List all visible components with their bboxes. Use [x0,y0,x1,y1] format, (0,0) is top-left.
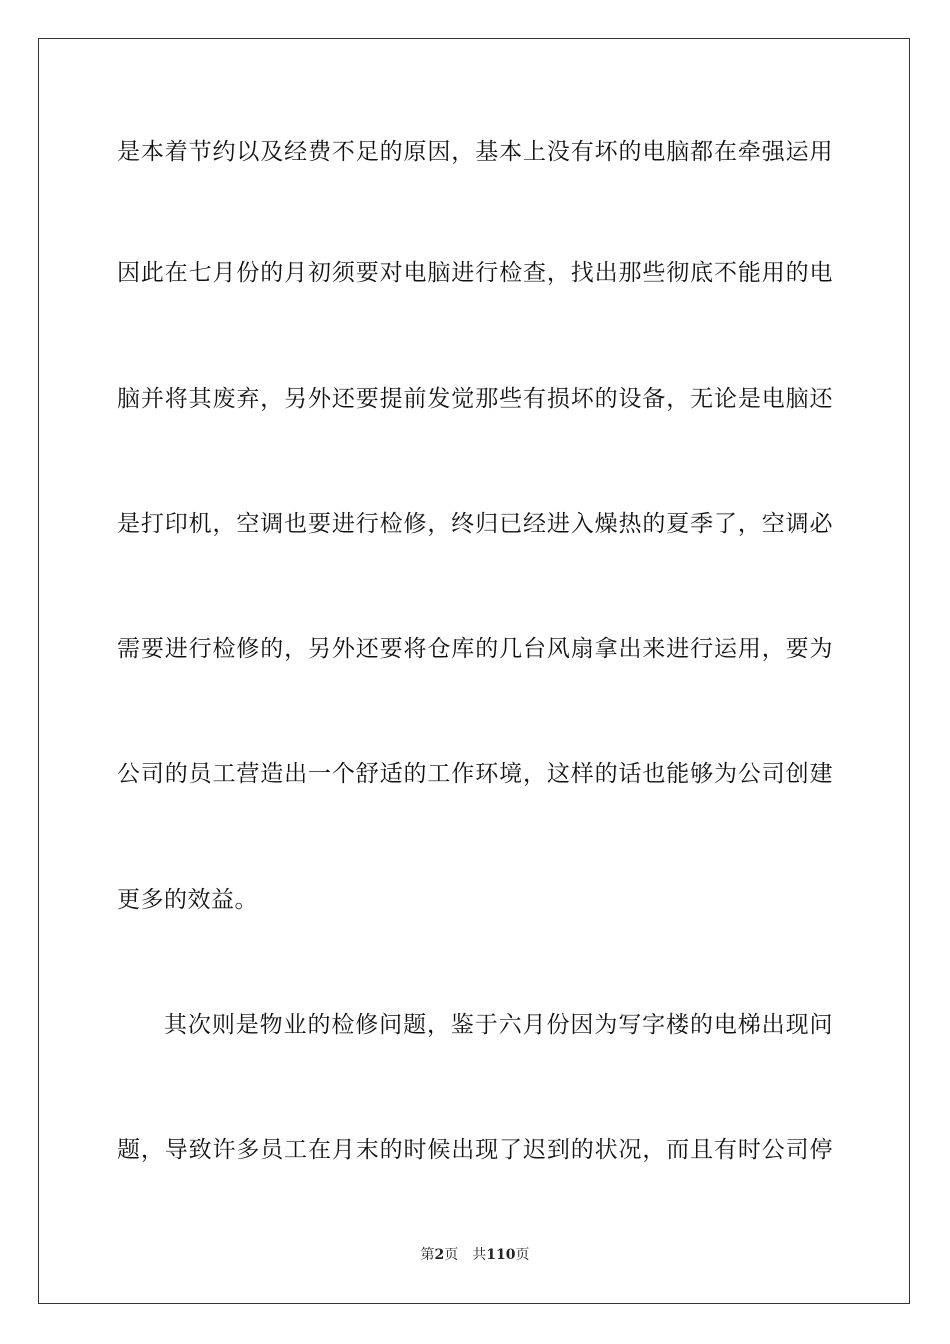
footer-page-suffix: 页 [444,1247,459,1263]
footer-page-number: 2 [434,1247,445,1263]
page-footer [0,1246,950,1264]
text-line-4: 是打印机，空调也要进行检修，终归已经进入燥热的夏季了，空调必 [117,511,833,537]
text-line-6: 公司的员工营造出一个舒适的工作环境，这样的话也能够为公司创建 [117,761,833,787]
page-border [38,38,910,1304]
text-line-5: 需要进行检修的，另外还要将仓库的几台风扇拿出来进行运用，要为 [117,636,833,662]
footer-total-suffix: 页 [515,1247,530,1263]
text-line-3: 脑并将其废弃，另外还要提前发觉那些有损坏的设备，无论是电脑还 [117,386,833,412]
text-line-2: 因此在七月份的月初须要对电脑进行检查，找出那些彻底不能用的电 [117,260,833,286]
footer-total-pages: 110 [486,1247,516,1263]
text-line-8: 其次则是物业的检修问题，鉴于六月份因为写字楼的电梯出现问 [164,1012,833,1038]
text-line-7: 更多的效益。 [117,887,258,913]
text-line-9: 题，导致许多员工在月末的时候出现了迟到的状况，而且有时公司停 [117,1137,833,1163]
text-line-1: 是本着节约以及经费不足的原因，基本上没有坏的电脑都在牵强运用 [117,139,833,165]
footer-total-prefix: 共 [472,1247,487,1263]
footer-prefix: 第 [420,1247,435,1263]
